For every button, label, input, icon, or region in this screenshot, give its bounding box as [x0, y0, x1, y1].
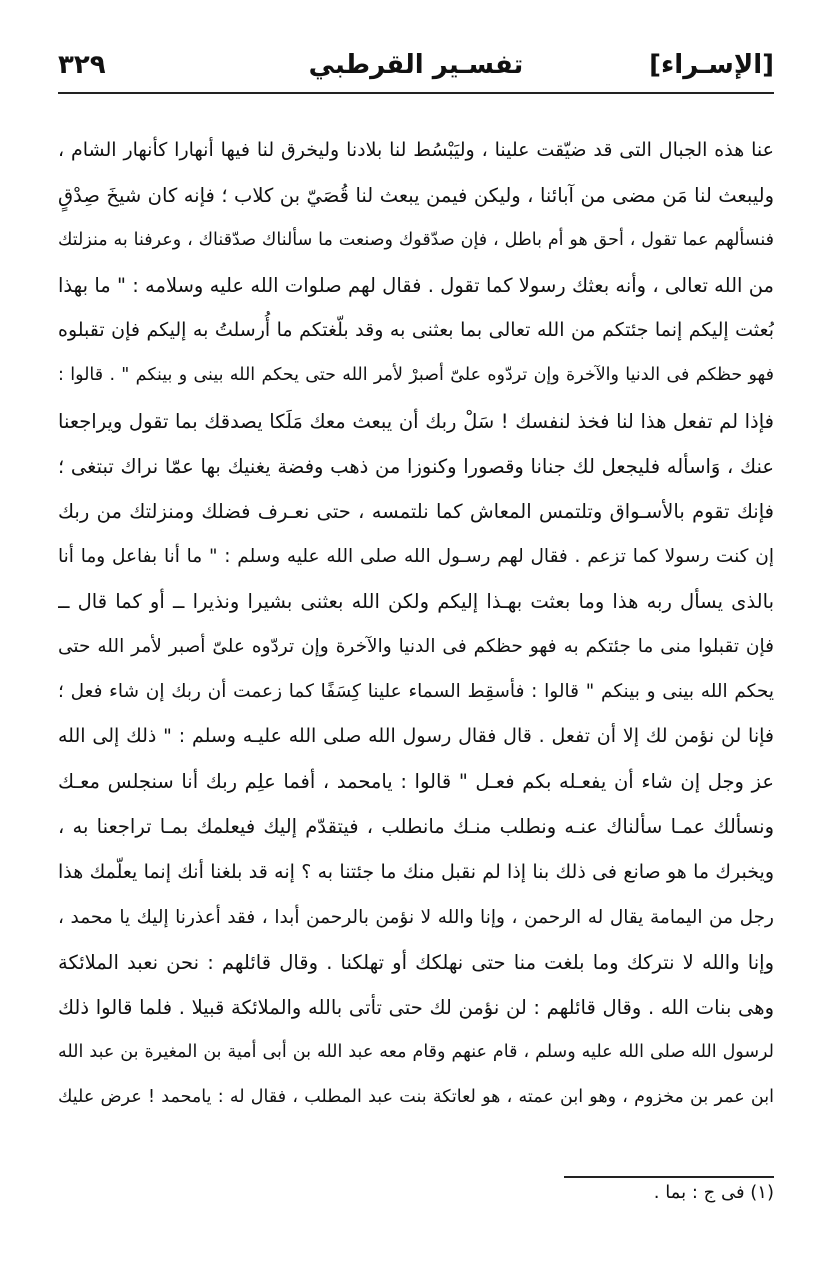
text-line: ونسألك عمـا سألناك عنـه ونطلب منـك مانطلب ، فيتقدّم إليك فيعلمك بمـا تراجعنا به ، [58, 815, 774, 839]
text-line: ابن عمر بن مخزوم ، وهو ابن عمته ، هو لعاتكة بنت عبد المطلب ، فقال له : يامحمد ! عرض عليك [58, 1086, 774, 1107]
surah-name: [الإسـراء] [649, 50, 774, 80]
text-line: فإن تقبلوا منى ما جئتكم به فهو حظكم فى الدنيا والآخرة وإن تردّوه علىّ أصبر لأمر الله حتى [58, 636, 774, 658]
text-line: فإذا لم تفعل هذا لنا فخذ لنفسك ! سَلْ ربك أن يبعث معك مَلَكا يصدقك بما تقول ويراجعنا [58, 409, 774, 433]
text-line: بالذى يسأل ربه هذا وما بعثت بهـذا إليكم ولكن الله بعثنى بشيرا ونذيرا ــ أو كما قال ــ [58, 589, 774, 613]
text-line: وليبعث لنا مَن مضى من آبائنا ، وليكن فيمن يبعث لنا قُصَيّ بن كلاب ؛ فإنه كان شيخَ صِدْقٍ [58, 184, 774, 208]
text-line: عنك ، وَاسأله فليجعل لك جنانا وقصورا وكنوزا من ذهب وفضة يغنيك بها عمّا نراك تبتغى ؛ [58, 454, 774, 478]
text-line: فهو حظكم فى الدنيا والآخرة وإن تردّوه علىّ أصبرْ لأمر الله حتى يحكم الله بينى و بينكم " . قالوا : [58, 365, 774, 386]
text-line: فنسألهم عما تقول ، أحق هو أم باطل ، فإن صدّقوك وصنعت ما سألناك صدّقناك ، وعرفنا به منزلتك [58, 230, 774, 251]
text-line: إن كنت رسولا كما تزعم . فقال لهم رسـول الله صلى الله عليه وسلم : " ما أنا بفاعل وما أنا [58, 545, 774, 567]
header-divider [58, 92, 774, 94]
text-line: ويخبرك ما هو صانع فى ذلك بنا إذا لم نقبل منك ما جئتنا به ؟ إنه قد بلغنا أنك إنما يعلّمك هذا [58, 860, 774, 883]
body-text [58, 128, 774, 1120]
text-line: من الله تعالى ، وأنه بعثك رسولا كما تقول . فقال لهم صلوات الله عليه وسلامه : " ما بهذا [58, 274, 774, 298]
text-line: وإنا والله لا نتركك وما بلغت منا حتى نهلكك أو تهلكنا . وقال قائلهم : نحن نعبد الملائكة [58, 950, 774, 974]
text-line: بُعثت إليكم إنما جئتكم من الله تعالى بما بعثنى به وقد بلّغتكم ما أُرسلتُ به إليكم فإن تقبلوه [58, 319, 774, 342]
footnote-divider [564, 1176, 774, 1178]
text-line: عز وجل إن شاء أن يفعـله بكم فعـل " قالوا : يامحمد ، أفما علِم ربك أنا سنجلس معـك [58, 770, 774, 794]
text-line: لرسول الله صلى الله عليه وسلم ، قام عنهم وقام معه عبد الله بن أبى أمية بن المغيرة بن عبد الله [58, 1041, 774, 1062]
page-header [58, 46, 774, 90]
book-title: تفسـير القرطبي [308, 50, 524, 80]
text-line: وهى بنات الله . وقال قائلهم : لن نؤمن لك حتى تأتى بالله والملائكة قبيلا . فلما قالوا ذلك [58, 995, 774, 1019]
footnote: (١) فى ج : بما . [653, 1182, 774, 1203]
text-line: فإنا لن نؤمن لك إلا أن تفعل . قال فقال رسول الله صلى الله عليـه وسلم : " ذلك إلى الله [58, 725, 774, 748]
text-line: فإنك تقوم بالأسـواق وتلتمس المعاش كما نلتمسه ، حتى نعـرف فضلك ومنزلتك من ربك [58, 499, 774, 523]
text-line: يحكم الله بينى و بينكم " قالوا : فأسقِط السماء علينا كِسَفًا كما زعمت أن ربك إن شاء فعل ؛ [58, 681, 774, 703]
text-line: عنا هذه الجبال التى قد ضيّقت علينا ، وليَبْسُط لنا بلادنا وليخرق لنا فيها أنهارا كأنهار الشام ، [58, 139, 774, 161]
text-line: رجل من اليمامة يقال له الرحمن ، وإنا والله لا نؤمن بالرحمن أبدا ، فقد أعذرنا إليك يا محمد ، [58, 906, 774, 928]
page-number: ٣٢٩ [58, 50, 106, 80]
